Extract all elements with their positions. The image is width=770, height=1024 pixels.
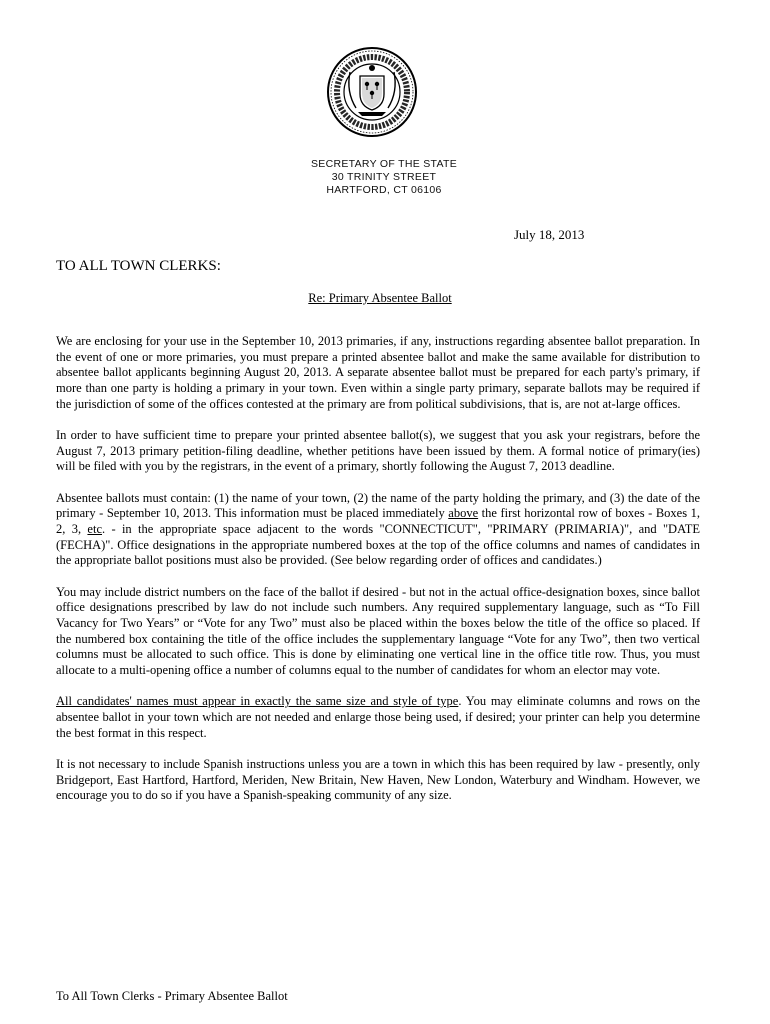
paragraph-ballot-contents-part3: . - in the appropriate space adjacent to the words "CONNECTICUT", "PRIMARY (PRIMARIA)", and "DATE (FECHA)". Office designations in the appropriate numbered boxes at the top of the office columns and names of candidates in the appropriate ballot positions must also be provided. (See below regarding order of offices and candidates.) [56,522,700,568]
paragraph-candidate-names [56,694,700,741]
letter-date: July 18, 2013 [514,227,585,242]
underlined-above: above [448,506,479,521]
underlined-etc: etc [87,522,102,537]
paragraph-ballot-contents [56,491,700,570]
state-seal-icon [326,46,418,138]
paragraph-ballot-contents-part1: Absentee ballots must contain: (1) the name of your town, (2) the name of the party holding the primary, and (3) the date of the primary - September 10, 2013. This information must be placed immediately [56,490,700,521]
paragraph-spanish: It is not necessary to include Spanish instructions unless you are a town in which this has been required by law - presently, only Bridgeport, East Hartford, Hartford, Meriden, New Britain, New Haven, New London, Waterbury and Windham. However, we encourage you to do so if you have a Spanish-speaking community of any size. [56,756,700,803]
letterhead-street: 30 TRINITY STREET [331,171,437,183]
salutation: TO ALL TOWN CLERKS: [56,258,221,274]
paragraph-enclosing: We are enclosing for your use in the September 10, 2013 primaries, if any, instructions regarding absentee ballot preparation. In the event of one or more primaries, you must prepare a printed absentee ballot and make the same available for distribution to absentee ballot applicants beginning August 20, 2013. A separate absentee ballot must be prepared for each party's primary, if more than one party is holding a primary in your town. Even within a single party primary, separate ballots may be required if the jurisdiction of some of the offices contested at the primary are from political subdivisions, that is, are not at-large offices. [56,334,700,411]
letter-body [56,334,700,820]
letterhead [286,158,482,197]
underlined-candidate-names: All candidates' names must appear in exactly the same size and style of type [56,694,459,709]
paragraph-district-numbers: You may include district numbers on the face of the ballot if desired - but not in the actual office-designation boxes, since ballot office designations prescribed by law do not include such numbers. Any required supplementary language, such as “To Fill Vacancy for Two Years” or “Vote for any Two” must also be placed within the boxes below the title of the office so placed. If the numbered box containing the title of the office includes the supplementary language “Vote for any Two”, then two vertical columns must be allocated to such office. This is done by eliminating one vertical line in the office title row. Thus, you must allocate to a multi-opening office a number of columns equal to the number of candidates for whom an elector may vote. [56,584,700,678]
paragraph-timing: In order to have sufficient time to prepare your printed absentee ballot(s), we suggest that you ask your registrars, before the August 7, 2013 primary petition-filing deadline, whether petitions have been issued by them. A formal notice of primary(ies) will be filed with you by the registrars, in the event of a primary, shortly following the August 7, 2013 deadline. [56,428,700,474]
paragraph-candidate-names-rest: . You may eliminate columns and rows on the absentee ballot in your town which are not needed and enlarge those being used, if desired; your printer can help you determine the best format in this respect. [56,694,701,740]
page-footer: To All Town Clerks - Primary Absentee Ballot [56,989,288,1003]
letterhead-office: SECRETARY OF THE STATE [310,158,458,170]
paragraph-ballot-contents-part2: the first horizontal row of boxes - Boxes 1, 2, 3, [56,506,701,537]
letterhead-city: HARTFORD, CT 06106 [326,184,442,196]
subject-line: Re: Primary Absentee Ballot [308,291,452,305]
